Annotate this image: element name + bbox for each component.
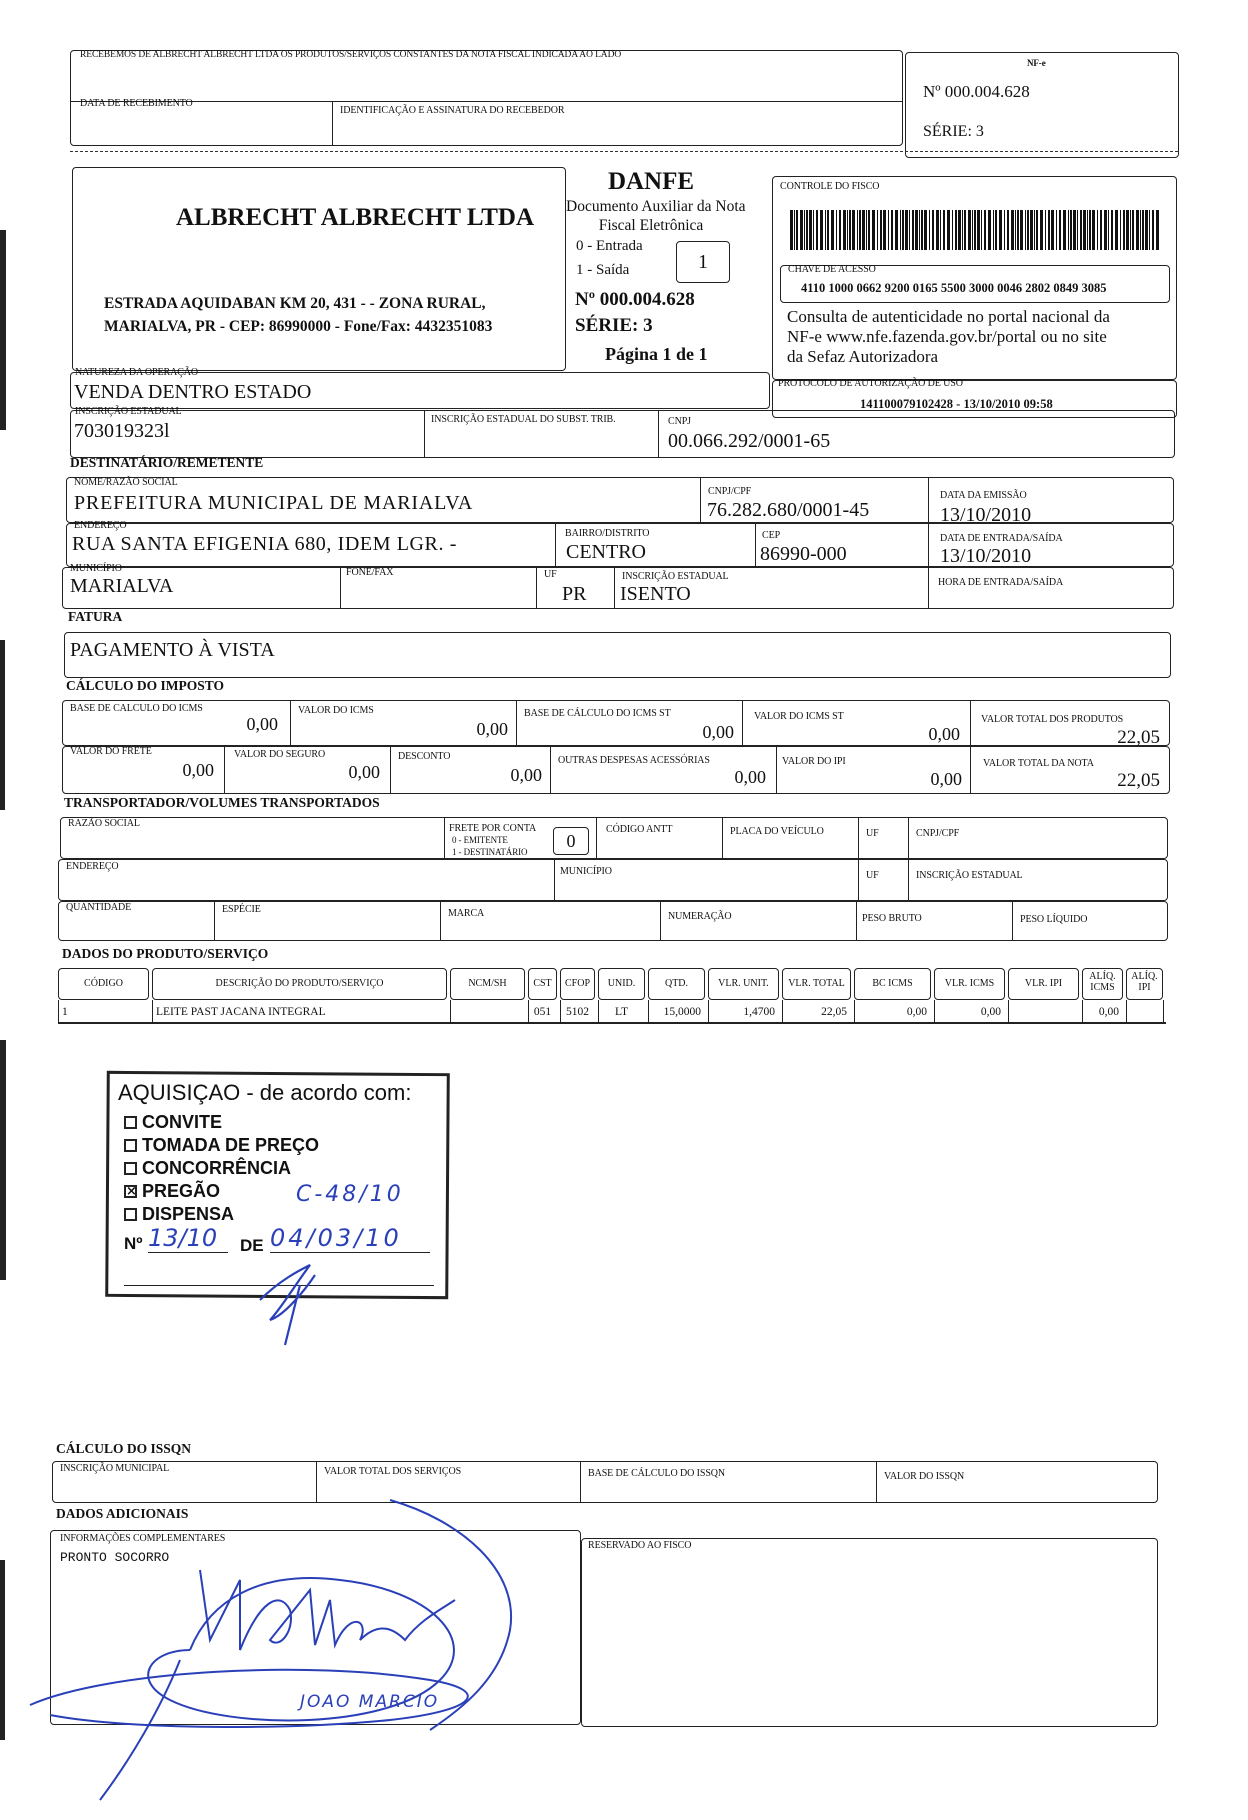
transp-ie-label: INSCRIÇÃO ESTADUAL [916,870,1023,881]
barcode-bar [905,210,908,250]
barcode-bar [995,210,997,250]
imposto-row2 [62,746,1170,794]
danfe-page: Página 1 de 1 [605,344,708,364]
table-cell: 0,00 [1098,1006,1119,1018]
barcode-bar [825,210,826,250]
issqn-servicos-label: VALOR TOTAL DOS SERVIÇOS [324,1466,462,1477]
adicionais-section: DADOS ADICIONAIS [56,1506,189,1521]
barcode-bar [984,210,986,250]
dest-cep-label: CEP [762,530,781,541]
consulta-line2: NF-e www.nfe.fazenda.gov.br/portal ou no site [787,327,1107,346]
barcode-bar [1077,210,1078,250]
barcode-bar [1083,210,1086,250]
barcode-bar [804,210,805,250]
transp-frete-opt0: 0 - EMITENTE [452,835,508,845]
table-header-label: BC ICMS [872,978,913,989]
base-icms-label: BASE DE CALCULO DO ICMS [70,703,203,714]
stamp-option-label: DISPENSA [142,1204,235,1224]
info-complementares-text: PRONTO SOCORRO [60,1550,170,1565]
table-header-label: VLR. IPI [1024,978,1063,989]
table-header-label: CFOP [564,978,590,989]
desconto-label: DESCONTO [398,751,451,762]
transp-peso-liquido-label: PESO LÍQUIDO [1020,914,1088,925]
barcode-bar [974,210,976,250]
barcode-bar [820,210,823,250]
transp-marca-label: MARCA [448,908,485,919]
table-cell: 1,4700 [743,1006,775,1018]
table-header-label: VLR. ICMS [944,978,995,989]
barcode-bar [1097,210,1098,250]
barcode-bar [862,210,865,250]
seguro-value: 0,00 [348,762,380,782]
canhoto-signature-label: IDENTIFICAÇÃO E ASSINATURA DO RECEBEDOR [340,105,565,116]
dest-uf-value: PR [562,583,587,605]
stamp-num-value: 13/10 [148,1224,228,1253]
table-header-label: ALÍQ. IPI [1131,971,1158,993]
emitente-cnpj-value: 00.066.292/0001-65 [668,430,831,452]
transp-endereco-label: ENDEREÇO [66,861,119,872]
barcode-bar [964,210,966,250]
consulta-line3: da Sefaz Autorizadora [787,347,939,366]
danfe-entrada: 0 - Entrada [576,238,643,254]
natureza-value: VENDA DENTRO ESTADO [74,381,312,403]
frete-label: VALOR DO FRETE [70,746,152,757]
barcode-bar [993,210,994,250]
barcode-bar [888,210,889,250]
destinatario-section: DESTINATÁRIO/REMETENTE [70,455,264,470]
reservado-fisco-label: RESERVADO AO FISCO [588,1540,692,1551]
dest-emissao-value: 13/10/2010 [940,504,1032,526]
reservado-fisco-box [581,1538,1158,1727]
protocolo-label: PROTOCOLO DE AUTORIZAÇÃO DE USO [778,378,963,389]
barcode-bar [1036,210,1038,250]
table-header-label: VLR. UNIT. [718,978,769,989]
barcode-bar [1017,210,1019,250]
danfe-saida: 1 - Saída [576,262,630,278]
barcode-bar [1108,210,1109,250]
barcode-bar [868,210,870,250]
barcode-bar [1123,210,1125,250]
base-st-value: 0,00 [702,722,734,742]
barcode-bar [1048,210,1050,250]
barcode-bar [900,210,901,250]
info-complementares-label: INFORMAÇÕES COMPLEMENTARES [60,1533,226,1544]
barcode-bar [1145,210,1148,250]
barcode-bar [790,210,793,250]
barcode-bar [924,210,927,250]
ie-st-label: INSCRIÇÃO ESTADUAL DO SUBST. TRIB. [431,414,616,425]
barcode-bar [1126,210,1129,250]
total-produtos-value: 22,05 [1117,727,1160,748]
table-cell: 051 [533,1006,552,1018]
dest-endereco-value: RUA SANTA EFIGENIA 680, IDEM LGR. - [72,533,457,555]
barcode-bar [849,210,851,250]
emitente-name: ALBRECHT ALBRECHT LTDA [176,204,534,231]
dest-cnpj-value: 76.282.680/0001-45 [707,499,870,521]
natureza-label: NATUREZA DA OPERAÇÃO [75,367,199,378]
dest-ie-label: INSCRIÇÃO ESTADUAL [622,571,729,582]
base-st-label: BASE DE CÁLCULO DO ICMS ST [524,708,671,719]
produtos-section: DADOS DO PRODUTO/SERVIÇO [62,946,269,961]
handwritten-signature [10,1480,550,1820]
barcode-bar [1136,210,1139,250]
frete-value: 0,00 [182,760,214,780]
emitente-address-line2: MARIALVA, PR - CEP: 86990000 - Fone/Fax: 4432351083 [104,318,493,335]
total-nota-label: VALOR TOTAL DA NOTA [983,758,1094,769]
table-cell-border [934,1000,935,1024]
barcode-bar [1080,210,1082,250]
stamp-checkbox [124,1208,137,1221]
barcode-bar [972,210,973,250]
valor-st-label: VALOR DO ICMS ST [754,711,844,722]
valor-st-value: 0,00 [928,724,960,744]
barcode-bar [929,210,930,250]
transp-cnpj-label: CNPJ/CPF [916,828,960,839]
canhoto-nfe-label: NF-e [1027,58,1046,68]
emitente-cnpj-label: CNPJ [668,416,691,427]
dest-hora-label: HORA DE ENTRADA/SAÍDA [938,577,1064,588]
barcode-bar [877,210,878,250]
barcode-bar [1156,210,1159,250]
stamp-checkbox [124,1116,137,1129]
barcode-bar [1115,210,1118,250]
table-header-label: UNID. [607,978,636,989]
barcode-bar [796,210,798,250]
barcode-bar [816,210,818,250]
table-cell: 1 [62,1006,68,1018]
table-cell: LEITE PAST JACANA INTEGRAL [156,1006,326,1018]
dest-emissao-label: DATA DA EMISSÃO [940,490,1027,501]
transp-uf2-label: UF [866,870,879,881]
chave-value: 4110 1000 0662 9200 0165 5500 3000 0046 2802 0849 3085 [801,281,1107,295]
outras-value: 0,00 [734,767,766,787]
barcode-bar [852,210,855,250]
table-cell: 5102 [566,1006,589,1018]
barcode-bar [1034,210,1035,250]
canhoto-receipt-box [70,50,903,146]
table-header-label: NCM/SH [468,978,507,989]
consulta-line1: Consulta de autenticidade no portal nacional da [787,307,1110,326]
barcode-bar [1068,210,1069,250]
table-cell-border [1008,1000,1009,1024]
barcode-bar [857,210,858,250]
danfe-subtitle1: Documento Auxiliar da Nota [566,198,746,215]
fatura-text: PAGAMENTO À VISTA [70,639,275,661]
chave-label: CHAVE DE ACESSO [788,264,876,275]
barcode-bar [806,210,808,250]
dest-nome-value: PREFEITURA MUNICIPAL DE MARIALVA [74,492,474,514]
transp-uf-label: UF [866,828,879,839]
stamp-num-prefix: Nº [124,1234,143,1253]
barcode-bar [880,210,882,250]
barcode-bar [809,210,812,250]
table-header-label: CST [533,978,552,989]
table-row-underline [58,1022,1166,1024]
stamp-initials-signature [240,1240,360,1350]
barcode-bar [843,210,846,250]
barcode-bar [872,210,875,250]
barcode [790,210,1160,250]
barcode-bar [1025,210,1026,250]
barcode-bar [1152,210,1154,250]
stamp-option-label: TOMADA DE PREÇO [142,1135,320,1155]
barcode-bar [1140,210,1141,250]
table-cell-border [648,1000,649,1024]
transp-quantidade-label: QUANTIDADE [66,902,132,913]
barcode-bar [1027,210,1029,250]
barcode-bar [1111,210,1113,250]
barcode-bar [977,210,980,250]
dest-ie-value: ISENTO [620,583,691,605]
transp-municipio-label: MUNICÍPIO [560,866,612,877]
transp-placa-label: PLACA DO VEÍCULO [730,826,824,837]
barcode-bar [1030,210,1033,250]
barcode-bar [962,210,963,250]
danfe-number: Nº 000.004.628 [575,289,695,310]
base-icms-value: 0,00 [246,714,278,734]
table-header-label: DESCRIÇÃO DO PRODUTO/SERVIÇO [215,978,384,989]
dest-cnpj-label: CNPJ/CPF [708,486,752,497]
table-cell-border [782,1000,783,1024]
table-cell: LT [615,1006,628,1018]
barcode-bar [895,210,898,250]
stamp-date-value: 04/03/10 [270,1224,430,1253]
dest-entrada-label: DATA DE ENTRADA/SAÍDA [940,533,1063,544]
barcode-bar [1004,210,1005,250]
table-cell-border [560,1000,561,1024]
total-nota-value: 22,05 [1117,770,1160,791]
valor-icms-value: 0,00 [476,719,508,739]
barcode-bar [1142,210,1144,250]
barcode-bar [1073,210,1076,250]
dest-municipio-value: MARIALVA [70,575,174,597]
ipi-value: 0,00 [930,769,962,789]
barcode-bar [859,210,861,250]
barcode-bar [1051,210,1054,250]
table-cell: 0,00 [906,1006,927,1018]
barcode-bar [955,210,957,250]
dest-cep-value: 86990-000 [760,543,847,565]
barcode-bar [981,210,982,250]
barcode-bar [1059,210,1061,250]
barcode-bar [902,210,904,250]
stamp-option-label: PREGÃO [142,1181,221,1201]
dest-uf-label: UF [544,569,557,580]
ie-label: INSCRIÇÃO ESTADUAL [75,406,182,417]
table-cell-border [58,1000,59,1024]
barcode-bar [1104,210,1107,250]
table-cell-border [1163,1000,1164,1024]
dest-bairro-value: CENTRO [566,541,646,563]
table-cell: 15,0000 [663,1006,701,1018]
imposto-section: CÁLCULO DO IMPOSTO [66,678,225,693]
outras-label: OUTRAS DESPESAS ACESSÓRIAS [558,755,710,766]
issqn-valor-label: VALOR DO ISSQN [884,1471,965,1482]
dest-bairro-label: BAIRRO/DISTRITO [565,528,650,539]
barcode-bar [1149,210,1150,250]
transp-frete-value: 0 [553,827,589,855]
transp-razao-label: RAZÃO SOCIAL [68,818,140,829]
transp-numeracao-label: NUMERAÇÃO [668,911,732,922]
signature-name: JOAO MARCIO [300,1692,440,1712]
issqn-section: CÁLCULO DO ISSQN [56,1441,192,1456]
barcode-bar [952,210,953,250]
table-cell-border [1082,1000,1083,1024]
table-cell-border [708,1000,709,1024]
destinatario-row3 [62,567,1174,609]
transporte-section: TRANSPORTADOR/VOLUMES TRANSPORTADOS [64,795,380,810]
barcode-bar [936,210,939,250]
valor-icms-label: VALOR DO ICMS [298,705,374,716]
barcode-bar [915,210,918,250]
dest-fone-label: FONE/FAX [346,567,394,578]
barcode-bar [847,210,848,250]
barcode-bar [800,210,803,250]
table-header-label: VLR. TOTAL [788,978,845,989]
stamp-checkbox: × [126,1184,137,1199]
barcode-bar [932,210,934,250]
table-cell-border [450,1000,451,1024]
table-cell-border [598,1000,599,1024]
barcode-bar [1089,210,1091,250]
transp-frete-label: FRETE POR CONTA [449,823,537,834]
danfe-tipo-box: 1 [676,241,730,283]
barcode-bar [1011,210,1014,250]
table-cell-border [854,1000,855,1024]
table-cell-border [528,1000,529,1024]
danfe-subtitle2: Fiscal Eletrônica [598,217,704,234]
table-cell: 22,05 [821,1006,847,1018]
barcode-bar [1120,210,1121,250]
barcode-bar [883,210,886,250]
issqn-inscricao-label: INSCRIÇÃO MUNICIPAL [60,1463,170,1474]
table-header-label: ALÍQ. ICMS [1089,971,1116,993]
barcode-bar [891,210,893,250]
dest-endereco-label: ENDEREÇO [74,520,127,531]
barcode-bar [958,210,961,250]
table-cell-border [1126,1000,1127,1024]
danfe-title: DANFE [607,168,695,195]
barcode-bar [909,210,910,250]
barcode-bar [827,210,829,250]
cut-line [70,151,1178,152]
desconto-value: 0,00 [510,765,542,785]
barcode-bar [1130,210,1131,250]
stamp-option-label: CONCORRÊNCIA [142,1158,292,1178]
barcode-bar [1092,210,1095,250]
total-produtos-label: VALOR TOTAL DOS PRODUTOS [981,714,1124,725]
transp-antt-label: CÓDIGO ANTT [606,824,673,835]
transp-especie-label: ESPÉCIE [222,904,261,915]
stamp-title: AQUISIÇAO - de acordo com: [118,1080,412,1105]
barcode-bar [831,210,834,250]
barcode-bar [999,210,1002,250]
ie-value: 703019323l [74,420,170,442]
table-cell: 0,00 [980,1006,1001,1018]
barcode-bar [1087,210,1088,250]
stamp-de-label: DE [240,1236,264,1255]
canhoto-series: SÉRIE: 3 [923,123,984,140]
protocolo-value: 141100079102428 - 13/10/2010 09:58 [860,397,1053,411]
canhoto-number: Nº 000.004.628 [923,82,1030,101]
barcode-bar [919,210,920,250]
fisco-controle-label: CONTROLE DO FISCO [780,181,880,192]
barcode-bar [1045,210,1046,250]
barcode-bar [1132,210,1134,250]
barcode-bar [1040,210,1043,250]
barcode-bar [943,210,945,250]
ipi-label: VALOR DO IPI [782,756,846,767]
barcode-bar [1020,210,1023,250]
stamp-handwritten-code: C-48/10 [296,1182,404,1207]
canhoto-date-label: DATA DE RECEBIMENTO [80,98,193,109]
ie-row-box [70,410,1175,458]
issqn-base-label: BASE DE CÁLCULO DO ISSQN [588,1468,726,1479]
table-cell-border [152,1000,153,1024]
barcode-bar [839,210,841,250]
transp-frete-opt1: 1 - DESTINATÁRIO [452,847,528,857]
barcode-bar [866,210,867,250]
barcode-bar [1015,210,1016,250]
barcode-bar [968,210,971,250]
transp-peso-bruto-label: PESO BRUTO [862,913,922,924]
barcode-bar [1070,210,1072,250]
table-header-label: CÓDIGO [84,978,123,989]
barcode-bar [947,210,950,250]
barcode-bar [988,210,991,250]
table-header-label: QTD. [664,978,689,989]
barcode-bar [1007,210,1009,250]
emitente-box [72,167,566,371]
stamp-option-label: CONVITE [142,1112,223,1132]
barcode-bar [1063,210,1066,250]
barcode-bar [794,210,795,250]
stamp-checkbox [124,1139,137,1152]
seguro-label: VALOR DO SEGURO [234,749,326,760]
danfe-series: SÉRIE: 3 [575,315,653,336]
canhoto-receipt-text: RECEBEMOS DE ALBRECHT ALBRECHT LTDA OS PRODUTOS/SERVIÇOS CONSTANTES DA NOTA FISCAL INDICADA AO LADO [80,50,622,60]
fatura-section: FATURA [68,609,123,624]
barcode-bar [912,210,914,250]
emitente-address-line1: ESTRADA AQUIDABAN KM 20, 431 - - ZONA RURAL, [104,295,486,312]
dest-entrada-value: 13/10/2010 [940,545,1032,567]
barcode-bar [813,210,814,250]
barcode-bar [836,210,837,250]
dest-nome-label: NOME/RAZÃO SOCIAL [74,477,178,488]
barcode-bar [921,210,923,250]
barcode-bar [940,210,941,250]
barcode-bar [1100,210,1102,250]
stamp-checkbox [124,1162,137,1175]
barcode-bar [1056,210,1057,250]
dest-municipio-label: MUNICÍPIO [70,563,122,574]
